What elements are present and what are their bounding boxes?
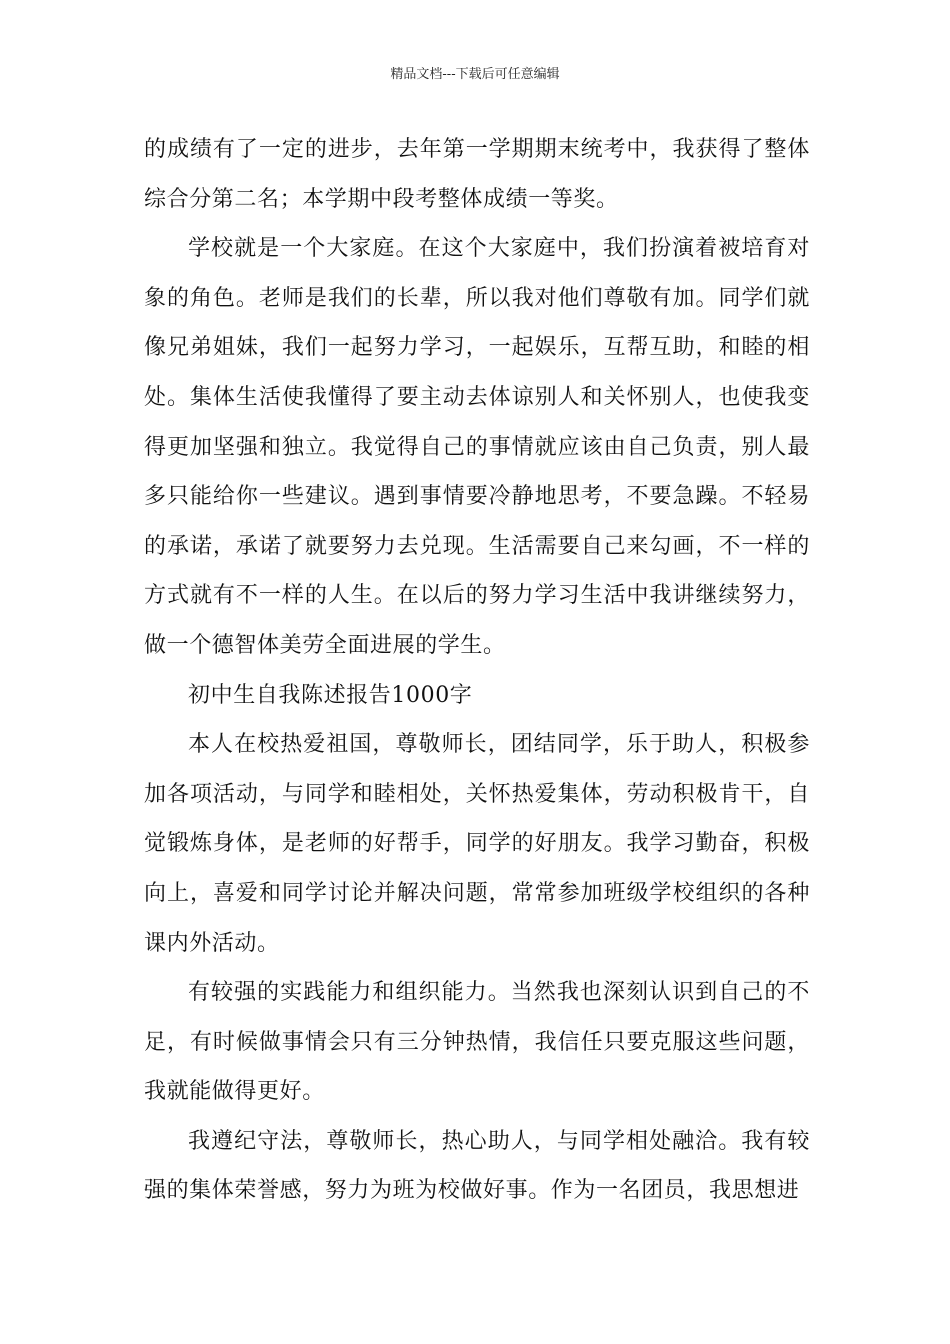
paragraph-continued: 的成绩有了一定的进步，去年第一学期期末统考中，我获得了整体综合分第二名；本学期中段考整体成绩一等奖。 xyxy=(144,137,810,212)
paragraph-school-family: 学校就是一个大家庭。在这个大家庭中，我们扮演着被培育对象的角色。老师是我们的长辈，所以我对他们尊敬有加。同学们就像兄弟姐妹，我们一起努力学习，一起娱乐，互帮互助，和睦的相处。集体生活使我懂得了要主动去体谅别人和关怀别人，也使我变得更加坚强和独立。我觉得自己的事情就应该由自己负责，别人最多只能给你一些建议。遇到事情要冷静地思考，不要急躁。不轻易的承诺，承诺了就要努力去兑现。生活需要自己来勾画，不一样的方式就有不一样的人生。在以后的努力学习生活中我讲继续努力，做一个德智体美劳全面进展的学生。 xyxy=(144,236,810,658)
page-header: 精品文档---下载后可任意编辑 xyxy=(390,67,560,82)
paragraph-discipline: 我遵纪守法，尊敬师长，热心助人，与同学相处融洽。我有较强的集体荣誉感，努力为班为校做好事。作为一名团员，我思想进 xyxy=(144,1128,810,1204)
document-body xyxy=(144,125,810,1216)
paragraph-abilities: 有较强的实践能力和组织能力。当然我也深刻认识到自己的不足，有时候做事情会只有三分钟热情，我信任只要克服这些问题，我就能做得更好。 xyxy=(144,980,810,1105)
section-title: 初中生自我陈述报告1000字 xyxy=(188,682,473,708)
paragraph-self-description: 本人在校热爱祖国，尊敬师长，团结同学，乐于助人，积极参加各项活动，与同学和睦相处，关怀热爱集体，劳动积极肯干，自觉锻炼身体，是老师的好帮手，同学的好朋友。我学习勤奋，积极向上，喜爱和同学讨论并解决问题，常常参加班级学校组织的各种课内外活动。 xyxy=(144,732,810,956)
